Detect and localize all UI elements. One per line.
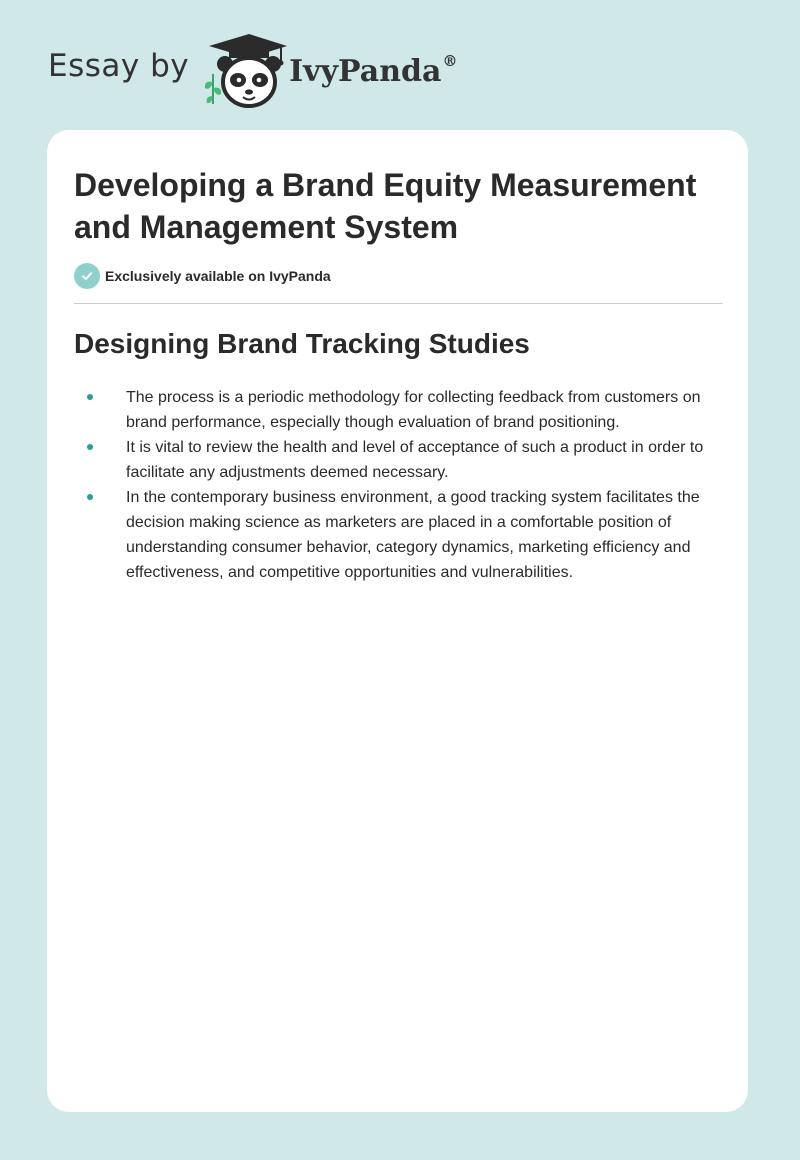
check-circle-icon <box>74 263 100 289</box>
bullet-dot-icon <box>87 394 93 400</box>
bullet-dot-icon <box>87 444 93 450</box>
panda-graduate-icon <box>203 30 289 110</box>
bullet-dot-icon <box>87 494 93 500</box>
document-title: Developing a Brand Equity Measurement and Management System <box>74 167 697 245</box>
divider <box>74 303 723 304</box>
brand-name-text: IvyPanda <box>289 53 442 89</box>
exclusive-badge <box>74 263 331 289</box>
list-item <box>126 485 732 585</box>
essay-by-label: Essay by <box>48 48 190 84</box>
brand-name <box>289 51 458 89</box>
list-item-text: In the contemporary business environment, a good tracking system facilitates the decision making science as marketers are placed in a comfortable position of understanding consumer behavior, category dynamics, marketing efficiency and effectiveness, and competitive opportunities and vulnerabilities. <box>126 489 700 581</box>
bullet-list <box>126 385 732 585</box>
list-item-text: The process is a periodic methodology for collecting feedback from customers on brand performance, especially though evaluation of brand positioning. <box>126 389 701 431</box>
list-item <box>126 385 732 435</box>
section-heading: Designing Brand Tracking Studies <box>74 328 530 359</box>
list-item <box>126 435 732 485</box>
list-item-text: It is vital to review the health and level of acceptance of such a product in order to facilitate any adjustments deemed necessary. <box>126 439 704 481</box>
site-header <box>48 30 508 110</box>
exclusive-text: Exclusively available on IvyPanda <box>105 268 331 284</box>
document-card <box>47 130 748 1112</box>
registered-mark: ® <box>442 51 458 70</box>
